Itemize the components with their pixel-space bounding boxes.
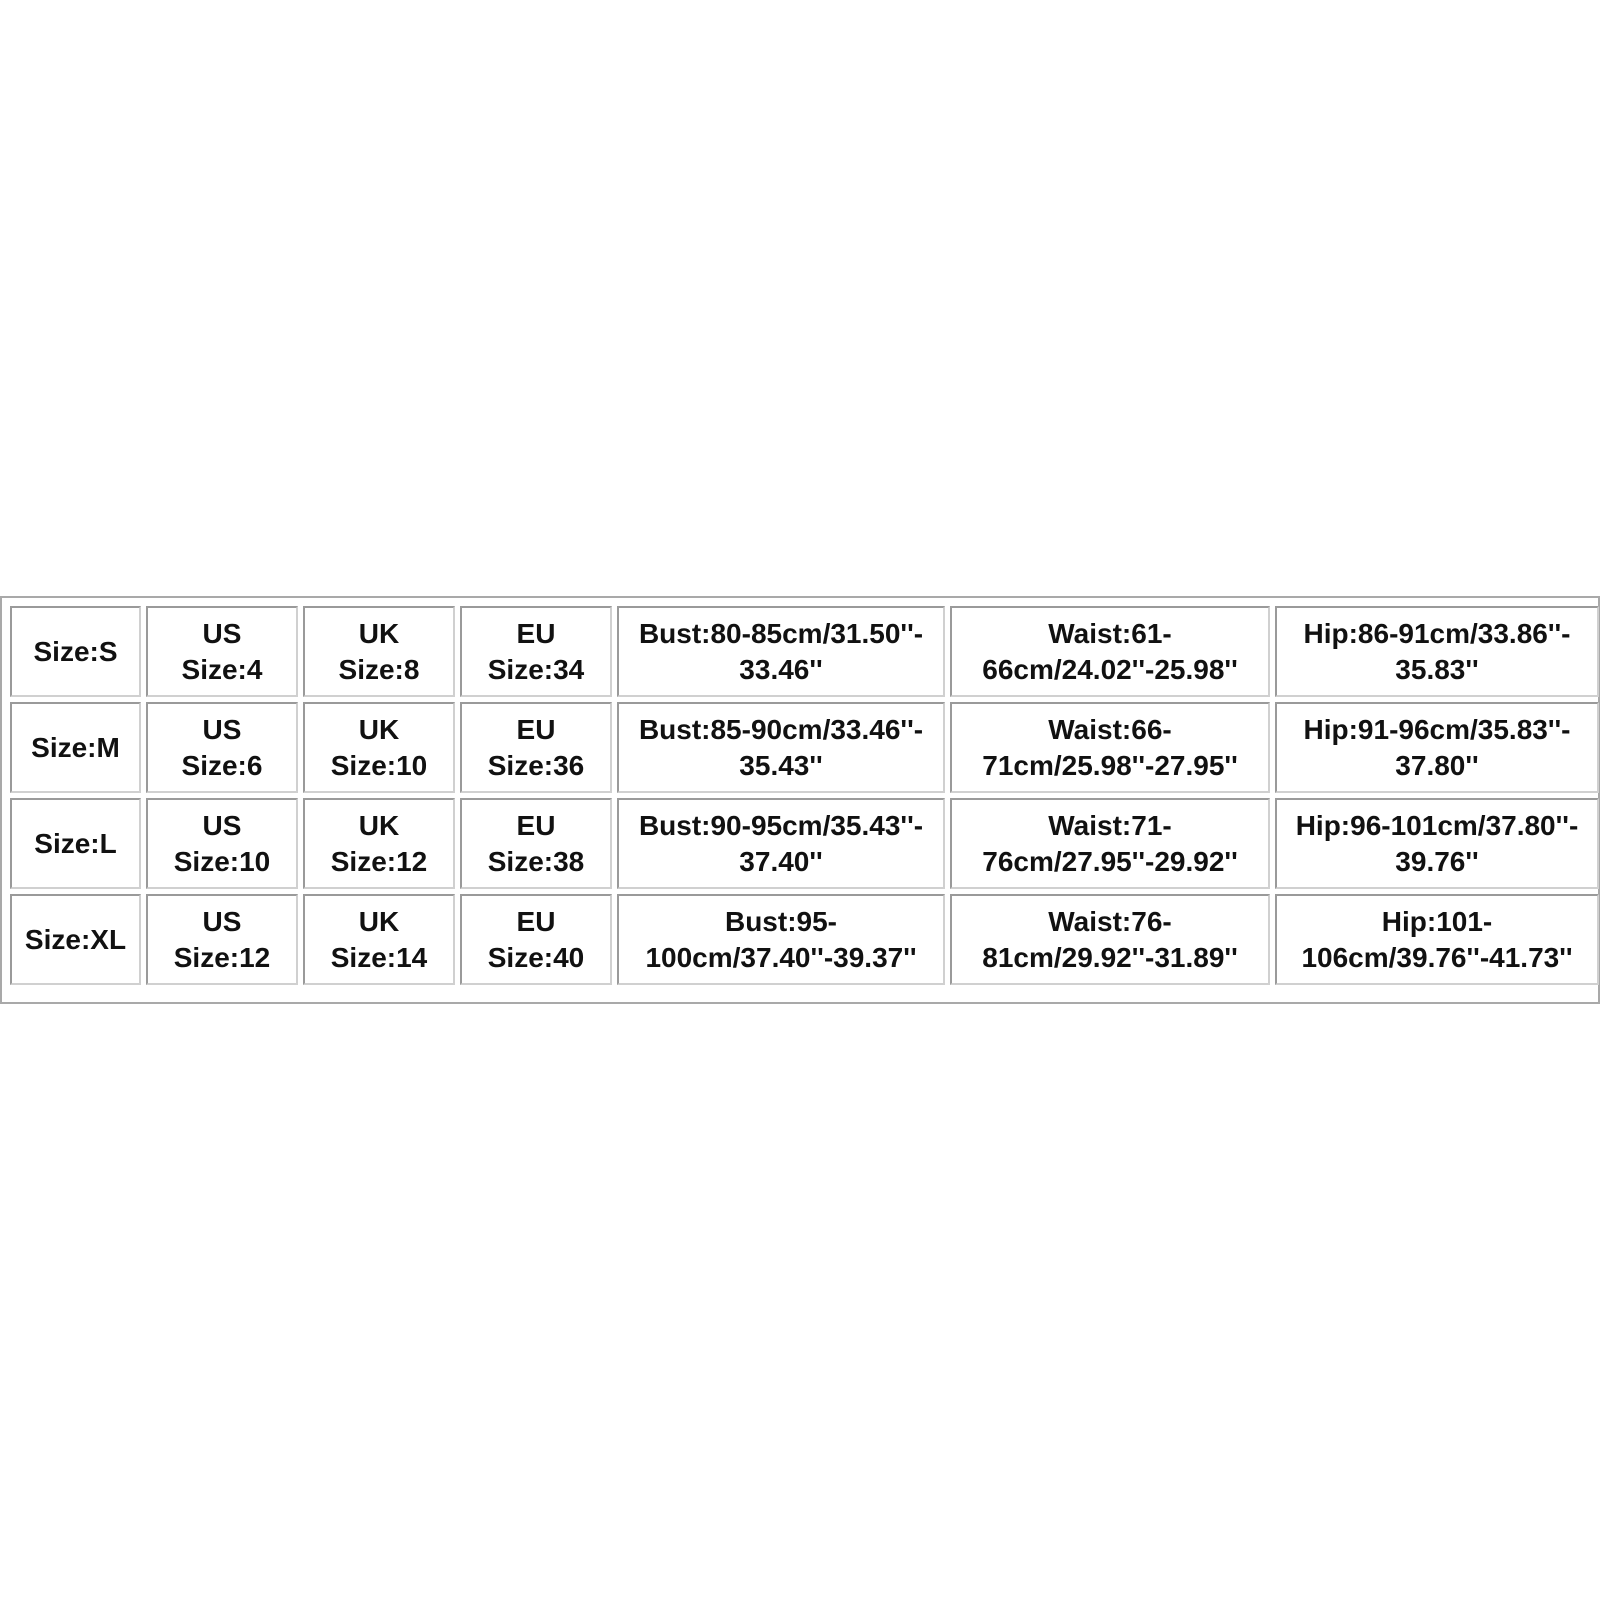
cell-text-line: 106cm/39.76''-41.73'' xyxy=(1301,941,1573,973)
cell-text-line: Bust:85-90cm/33.46''- xyxy=(638,713,924,745)
cell-text-line: 39.76'' xyxy=(1395,845,1479,877)
waist-cell xyxy=(950,702,1270,793)
table-row xyxy=(10,606,1599,697)
hip-cell xyxy=(1275,606,1599,697)
table-row xyxy=(10,702,1599,793)
cell-text-line: US xyxy=(202,713,242,745)
cell-text-line: 81cm/29.92''-31.89'' xyxy=(982,941,1238,973)
cell-text-line: Hip:101- xyxy=(1381,905,1493,937)
cell-text-line: Size:4 xyxy=(181,653,263,685)
cell-text-line: Hip:96-101cm/37.80''- xyxy=(1295,809,1579,841)
cell-text-line: Waist:66- xyxy=(1048,713,1172,745)
cell-text-line: 35.43'' xyxy=(739,749,823,781)
cell-text-line: UK xyxy=(358,809,400,841)
cell-text-line: Hip:91-96cm/35.83''- xyxy=(1303,713,1571,745)
cell-text-line: EU xyxy=(516,809,556,841)
size-table xyxy=(5,601,1600,990)
cell-text-line: 37.40'' xyxy=(739,845,823,877)
cell-text-line: UK xyxy=(358,905,400,937)
cell-text-line: Bust:90-95cm/35.43''- xyxy=(638,809,924,841)
cell-text-line: Size:L xyxy=(34,827,117,859)
cell-text-line: 37.80'' xyxy=(1395,749,1479,781)
cell-text-line: EU xyxy=(516,617,556,649)
cell-text-line: 76cm/27.95''-29.92'' xyxy=(982,845,1238,877)
bust-cell xyxy=(617,798,945,889)
cell-text-line: Size:XL xyxy=(24,923,127,955)
cell-text-line: Size:36 xyxy=(487,749,585,781)
eu-size-cell xyxy=(460,702,612,793)
cell-text-line: Size:10 xyxy=(330,749,428,781)
size-chart xyxy=(0,596,1600,1004)
cell-text-line: EU xyxy=(516,905,556,937)
cell-text-line: Waist:76- xyxy=(1048,905,1172,937)
cell-text-line: 66cm/24.02''-25.98'' xyxy=(982,653,1238,685)
bust-cell xyxy=(617,894,945,985)
eu-size-cell xyxy=(460,894,612,985)
eu-size-cell xyxy=(460,606,612,697)
size-label-cell xyxy=(10,798,141,889)
cell-text-line: Size:38 xyxy=(487,845,585,877)
cell-text-line: EU xyxy=(516,713,556,745)
cell-text-line: US xyxy=(202,617,242,649)
cell-text-line: Hip:86-91cm/33.86''- xyxy=(1303,617,1571,649)
cell-text-line: Size:6 xyxy=(181,749,263,781)
bust-cell xyxy=(617,702,945,793)
cell-text-line: Size:M xyxy=(31,731,120,763)
us-size-cell xyxy=(146,606,298,697)
cell-text-line: Waist:71- xyxy=(1048,809,1172,841)
cell-text-line: UK xyxy=(358,617,400,649)
eu-size-cell xyxy=(460,798,612,889)
cell-text-line: Bust:95- xyxy=(724,905,837,937)
cell-text-line: 100cm/37.40''-39.37'' xyxy=(645,941,917,973)
cell-text-line: 35.83'' xyxy=(1395,653,1479,685)
cell-text-line: Size:12 xyxy=(173,941,271,973)
table-row xyxy=(10,894,1599,985)
cell-text-line: Size:34 xyxy=(487,653,585,685)
size-label-cell xyxy=(10,606,141,697)
table-row xyxy=(10,798,1599,889)
bust-cell xyxy=(617,606,945,697)
us-size-cell xyxy=(146,894,298,985)
cell-text-line: UK xyxy=(358,713,400,745)
cell-text-line: Size:10 xyxy=(173,845,271,877)
cell-text-line: 33.46'' xyxy=(739,653,823,685)
uk-size-cell xyxy=(303,606,455,697)
cell-text-line: Size:12 xyxy=(330,845,428,877)
waist-cell xyxy=(950,798,1270,889)
cell-text-line: Bust:80-85cm/31.50''- xyxy=(638,617,924,649)
cell-text-line: Size:14 xyxy=(330,941,428,973)
cell-text-line: Size:40 xyxy=(487,941,585,973)
uk-size-cell xyxy=(303,798,455,889)
uk-size-cell xyxy=(303,894,455,985)
us-size-cell xyxy=(146,798,298,889)
hip-cell xyxy=(1275,798,1599,889)
cell-text-line: 71cm/25.98''-27.95'' xyxy=(982,749,1238,781)
cell-text-line: Size:S xyxy=(33,635,118,667)
cell-text-line: US xyxy=(202,905,242,937)
us-size-cell xyxy=(146,702,298,793)
waist-cell xyxy=(950,606,1270,697)
uk-size-cell xyxy=(303,702,455,793)
cell-text-line: Waist:61- xyxy=(1048,617,1172,649)
hip-cell xyxy=(1275,894,1599,985)
size-label-cell xyxy=(10,702,141,793)
cell-text-line: US xyxy=(202,809,242,841)
waist-cell xyxy=(950,894,1270,985)
cell-text-line: Size:8 xyxy=(338,653,420,685)
hip-cell xyxy=(1275,702,1599,793)
size-label-cell xyxy=(10,894,141,985)
